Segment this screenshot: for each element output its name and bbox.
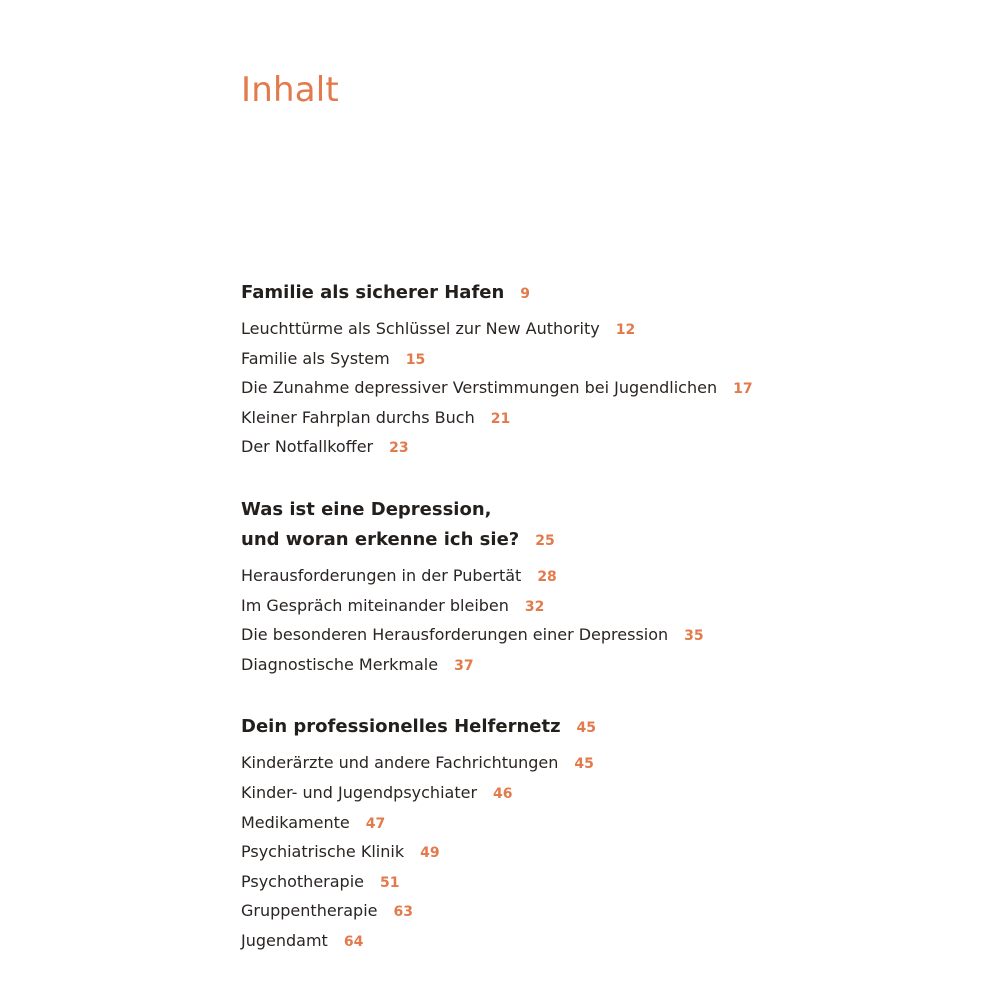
toc-entry[interactable]	[241, 779, 961, 809]
section-heading-line	[241, 525, 961, 556]
toc-entry-page: 21	[490, 410, 511, 427]
toc-entry-label: Kleiner Fahrplan durchs Buch	[241, 407, 475, 427]
table-of-contents	[241, 278, 961, 989]
toc-entry-page: 35	[684, 628, 704, 645]
toc-entry[interactable]	[241, 562, 961, 592]
toc-entry-label: Familie als System	[241, 348, 390, 368]
toc-entry[interactable]	[241, 592, 961, 622]
toc-entry-page: 17	[733, 381, 753, 398]
toc-entry-page: 28	[537, 568, 557, 585]
toc-entry[interactable]	[241, 345, 961, 375]
toc-entry-page: 23	[389, 440, 409, 457]
toc-entry[interactable]	[241, 868, 961, 898]
toc-entry-label: Der Notfallkoffer	[241, 437, 374, 457]
section-page-number: 25	[535, 532, 555, 549]
toc-entry-label: Herausforderungen in der Pubertät	[241, 565, 522, 585]
section-page-number: 9	[520, 286, 531, 302]
section-heading[interactable]	[241, 712, 961, 743]
toc-entry-label: Diagnostische Merkmale	[241, 654, 439, 674]
toc-entry-label: Leuchttürme als Schlüssel zur New Authority	[241, 319, 600, 338]
toc-entry[interactable]	[241, 621, 961, 651]
toc-entry-page: 12	[615, 322, 636, 338]
toc-entry-label: Medikamente	[241, 812, 350, 832]
toc-entry[interactable]	[241, 749, 961, 779]
toc-entry-page: 64	[343, 933, 364, 950]
toc-entry-label: Jugendamt	[241, 930, 328, 950]
toc-entry-label: Kinder- und Jugendpsychiater	[241, 782, 478, 802]
section-heading-text: Familie als sicherer Hafen	[241, 282, 505, 303]
toc-entry-page: 63	[393, 904, 413, 921]
toc-entry-label: Kinderärzte und andere Fachrichtungen	[241, 753, 559, 773]
toc-entry[interactable]	[241, 404, 961, 434]
section-heading-text: Dein professionelles Helfernetz	[241, 716, 561, 738]
toc-entry-label: Die Zunahme depressiver Verstimmungen bei Jugendlichen	[241, 378, 718, 398]
toc-entry-page: 15	[405, 351, 426, 368]
toc-section	[241, 278, 961, 463]
toc-entry[interactable]	[241, 897, 961, 927]
toc-entry[interactable]	[241, 838, 961, 868]
toc-entry-page: 37	[454, 657, 474, 674]
toc-section	[241, 495, 961, 680]
section-heading-text: Was ist eine Depression,	[241, 498, 492, 520]
toc-entry-label: Psychiatrische Klinik	[241, 842, 405, 862]
toc-entry-label: Gruppentherapie	[241, 901, 378, 921]
toc-entry[interactable]	[241, 433, 961, 463]
section-page-number: 45	[576, 720, 597, 737]
toc-entry-page: 49	[420, 845, 440, 862]
toc-section	[241, 712, 961, 956]
section-heading[interactable]	[241, 495, 961, 556]
toc-entry-page: 51	[379, 874, 400, 891]
toc-entry-label: Im Gespräch miteinander bleiben	[241, 595, 509, 615]
toc-entry[interactable]	[241, 315, 961, 345]
toc-entry-page: 47	[365, 815, 386, 832]
page-title: Inhalt	[241, 70, 339, 110]
section-heading-text: und woran erkenne ich sie?	[241, 528, 520, 550]
toc-entry[interactable]	[241, 927, 961, 957]
toc-entry[interactable]	[241, 651, 961, 681]
section-heading[interactable]	[241, 278, 961, 309]
toc-entry[interactable]	[241, 374, 961, 404]
toc-entry-page: 45	[574, 756, 594, 773]
toc-entry-page: 46	[493, 785, 513, 802]
toc-entry-page: 32	[524, 598, 545, 615]
toc-entry-label: Psychotherapie	[241, 871, 364, 891]
toc-entry[interactable]	[241, 809, 961, 839]
toc-entry-label: Die besonderen Herausforderungen einer Depression	[241, 625, 669, 645]
